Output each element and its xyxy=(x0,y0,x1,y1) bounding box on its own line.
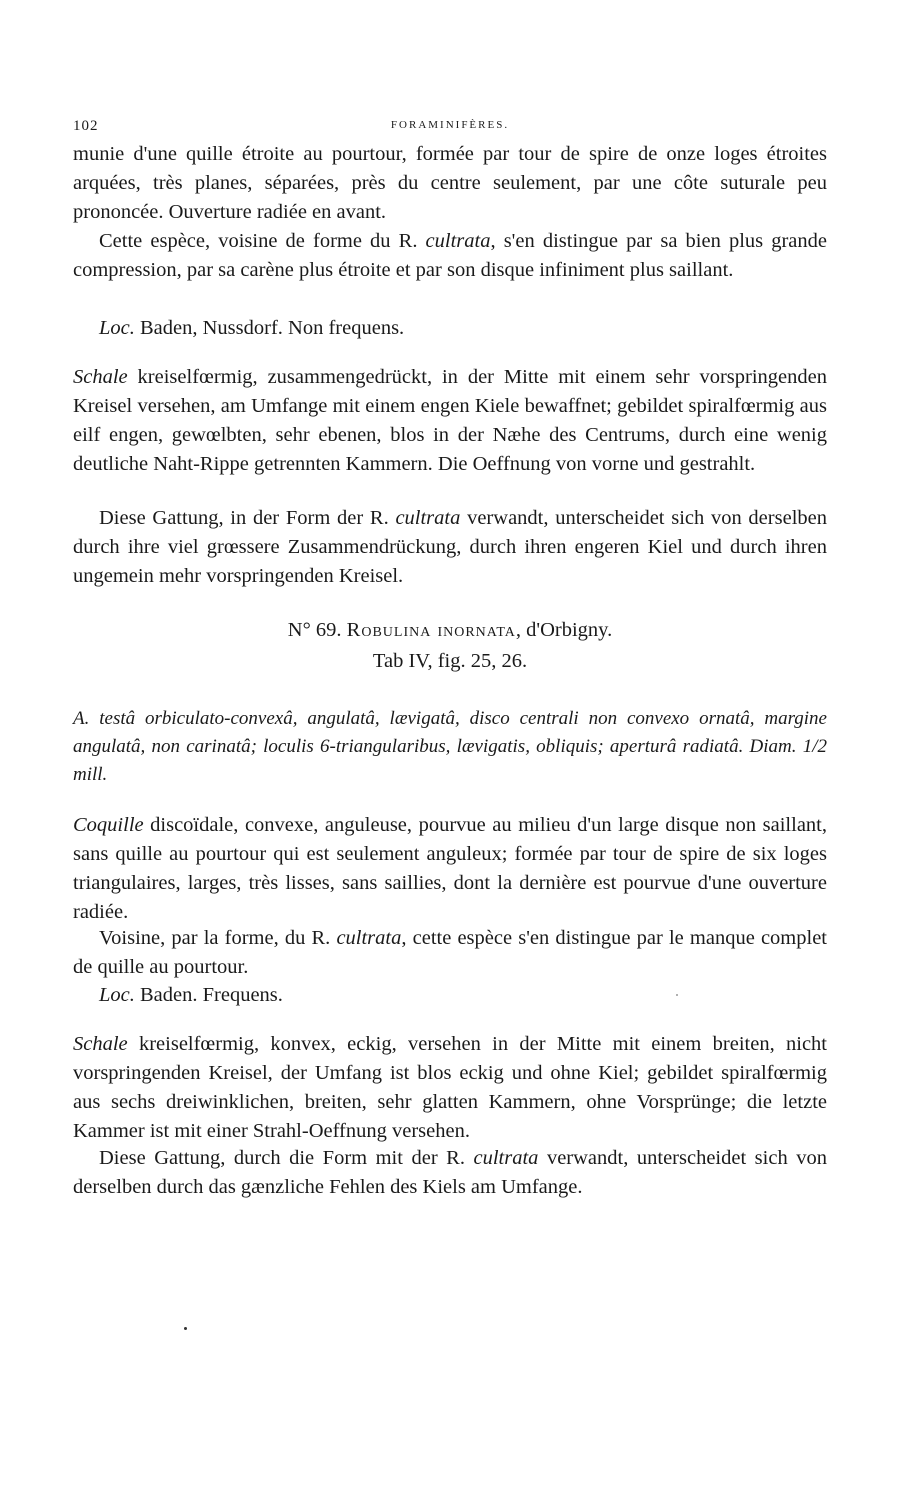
text-run: discoïdale, convexe, anguleuse, pourvue au milieu d'un large disque non saillant, sans quille au pourtour qui est seulement anguleux; formée par tour de spire de six loges triangulaires, larges, très lisses, sans saillies, dont la dernière est pourvue d'une ouverture radiée. xyxy=(73,814,827,923)
plate-reference: Tab IV, fig. 25, 26. xyxy=(372,650,528,672)
species-number: N° 69. xyxy=(287,619,347,641)
coquille-label: Coquille xyxy=(73,814,144,836)
text-run: verwandt, unterscheidet sich von derselben durch ihre viel grœssere Zusammendrückung, durch ihren engeren Kiel und durch ihren ungemein mehr vorspringenden Kreisel. xyxy=(73,507,827,587)
text-run: , s'en distingue par sa bien plus grande compression, par sa carène plus étroite et par son disque infiniment plus saillant. xyxy=(73,230,827,281)
italic-species-name: cultrata xyxy=(473,1147,539,1169)
text-run: Diese Gattung, in der Form der R. xyxy=(99,507,396,529)
text-run: kreiselfœrmig, zusammengedrückt, in der Mitte mit einem sehr vorspringenden Kreisel versehen, am Umfange mit einem engen Kiele bewaffnet; gebildet spiralfœrmig aus eilf engen, gewœlbten, sehr ebenen, blos in der Næhe des Centrums, durch eine wenig deutliche Naht-Rippe getrennten Kammern. Die Oeffnung von vorne und gestrahlt. xyxy=(73,366,827,475)
french-locality-2 xyxy=(73,981,827,1010)
running-head: FORAMINIFÈRES. xyxy=(390,119,510,131)
page-number: 102 xyxy=(73,118,99,134)
locality-label: Loc. xyxy=(99,984,135,1006)
text-run: Cette espèce, voisine de forme du R. xyxy=(99,230,426,252)
french-comparison-paragraph xyxy=(73,227,827,285)
schale-label: Schale xyxy=(73,1033,128,1055)
schale-label: Schale xyxy=(73,366,128,388)
french-description-continued: munie d'une quille étroite au pourtour, formée par tour de spire de onze loges étroites arquées, très planes, séparées, près du centre seulement, par une côte suturale peu prononcée. Ouverture radiée en avant. xyxy=(73,143,827,223)
latin-diagnosis: A. testâ orbiculato-convexâ, angulatâ, lævigatâ, disco centrali non convexo ornatâ, margine angulatâ, non carinatâ; loculis 6-triangularibus, lævigatis, obliquis; aperturâ radiatâ. Diam. 1/2 mill. xyxy=(73,708,827,785)
species-heading xyxy=(73,615,827,645)
scan-speck xyxy=(184,1327,187,1330)
locality-label: Loc. xyxy=(99,317,135,339)
species-author: , d'Orbigny. xyxy=(515,619,613,641)
locality-text: Baden, Nussdorf. Non frequens. xyxy=(134,317,405,339)
species-name: Robulina inornata xyxy=(346,619,516,641)
text-run: Voisine, par la forme, du R. xyxy=(99,927,337,949)
german-comparison-paragraph xyxy=(73,504,827,591)
locality-text: Baden. Frequens. xyxy=(134,984,283,1006)
text-run: kreiselfœrmig, konvex, eckig, versehen in der Mitte mit einem breiten, nicht vorspringenden Kreisel, der Umfang ist blos eckig und ohne Kiel; gebildet spiralfœrmig aus sechs dreiwinklichen, breiten, sehr glatten Kammern, ohne Vorsprünge; die letzte Kammer ist mit einer Strahl-Oeffnung versehen. xyxy=(73,1033,827,1142)
french-comparison-paragraph-2 xyxy=(73,924,827,982)
italic-species-name: cultrata xyxy=(395,507,461,529)
german-comparison-paragraph-2 xyxy=(73,1144,827,1202)
text-run: Diese Gattung, durch die Form mit der R. xyxy=(99,1147,474,1169)
german-description-paragraph xyxy=(73,363,827,479)
italic-species-name: cultrata xyxy=(425,230,491,252)
french-description-paragraph xyxy=(73,811,827,927)
text-run: verwandt, unterscheidet sich von derselben durch das gænzliche Fehlen des Kiels am Umfange. xyxy=(73,1147,827,1198)
text-run: , cette espèce s'en distingue par le manque complet de quille au pourtour. xyxy=(73,927,827,978)
page-header xyxy=(73,118,827,138)
scan-speck xyxy=(676,994,678,996)
italic-species-name: cultrata xyxy=(336,927,402,949)
french-locality xyxy=(73,314,827,343)
german-description-paragraph-2 xyxy=(73,1030,827,1146)
